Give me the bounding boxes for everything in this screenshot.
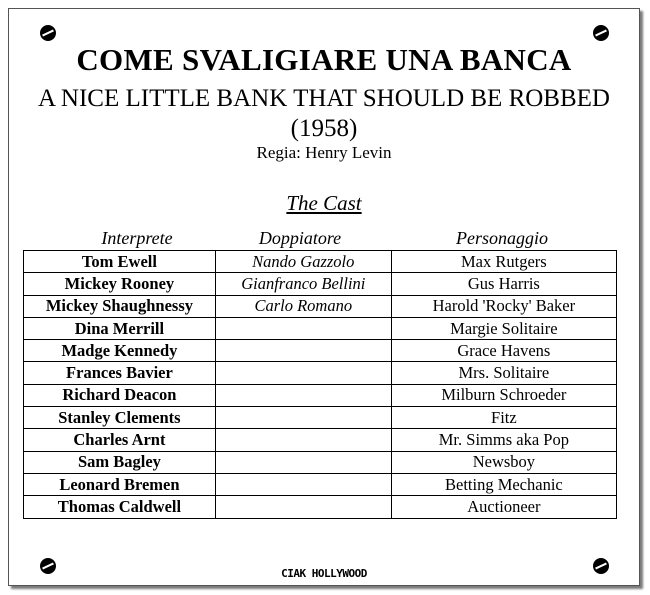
cast-role-cell: Grace Havens (391, 340, 616, 362)
cast-role-cell: Mr. Simms aka Pop (391, 429, 616, 451)
cast-role-cell: Auctioneer (391, 496, 616, 518)
column-header-role: Personaggio (456, 228, 548, 248)
screw-top-right-icon (593, 25, 609, 41)
cast-dubber-cell (215, 496, 391, 518)
table-row (24, 340, 617, 362)
cast-actor-cell: Madge Kennedy (24, 340, 216, 362)
cast-role-cell: Newsboy (391, 451, 616, 473)
cast-actor-cell: Mickey Rooney (24, 273, 216, 295)
cast-dubber-cell (215, 384, 391, 406)
director-credit: Regia: Henry Levin (256, 143, 392, 162)
cast-dubber-cell (215, 451, 391, 473)
table-row (24, 251, 617, 273)
cast-actor-cell: Mickey Shaughnessy (24, 295, 216, 317)
cast-actor-cell: Thomas Caldwell (24, 496, 216, 518)
cast-role-cell: Gus Harris (391, 273, 616, 295)
screw-top-left-icon (40, 25, 56, 41)
plaque (8, 8, 640, 586)
cast-actor-cell: Sam Bagley (24, 451, 216, 473)
table-row (24, 407, 617, 429)
cast-role-cell: Betting Mechanic (391, 473, 616, 495)
cast-dubber-cell (215, 362, 391, 384)
table-row (24, 362, 617, 384)
cast-actor-cell: Leonard Bremen (24, 473, 216, 495)
cast-actor-cell: Tom Ewell (24, 251, 216, 273)
release-year: (1958) (290, 115, 358, 142)
table-row (24, 273, 617, 295)
table-row (24, 317, 617, 339)
cast-actor-cell: Frances Bavier (24, 362, 216, 384)
cast-dubber-cell: Carlo Romano (215, 295, 391, 317)
column-header-dubber: Doppiatore (258, 228, 342, 248)
cast-actor-cell: Stanley Clements (24, 407, 216, 429)
cast-role-cell: Margie Solitaire (391, 317, 616, 339)
table-row (24, 295, 617, 317)
cast-actor-cell: Dina Merrill (24, 317, 216, 339)
cast-role-cell: Milburn Schroeder (391, 384, 616, 406)
table-row (24, 473, 617, 495)
original-title: A NICE LITTLE BANK THAT SHOULD BE ROBBED (38, 85, 610, 112)
cast-dubber-cell (215, 407, 391, 429)
table-row (24, 384, 617, 406)
page-title: COME SVALIGIARE UNA BANCA (76, 42, 572, 77)
column-header-actor: Interprete (101, 228, 173, 248)
cast-dubber-cell: Gianfranco Bellini (215, 273, 391, 295)
cast-table (23, 250, 617, 519)
cast-dubber-cell (215, 317, 391, 339)
cast-heading: The Cast (286, 191, 362, 215)
cast-role-cell: Harold 'Rocky' Baker (391, 295, 616, 317)
cast-dubber-cell (215, 473, 391, 495)
cast-role-cell: Max Rutgers (391, 251, 616, 273)
table-row (24, 451, 617, 473)
table-row (24, 429, 617, 451)
cast-role-cell: Fitz (391, 407, 616, 429)
cast-dubber-cell: Nando Gazzolo (215, 251, 391, 273)
ciak-hollywood-logo: CIAK HOLLYWOOD (281, 567, 367, 580)
cast-actor-cell: Richard Deacon (24, 384, 216, 406)
cast-dubber-cell (215, 429, 391, 451)
cast-actor-cell: Charles Arnt (24, 429, 216, 451)
cast-dubber-cell (215, 340, 391, 362)
table-row (24, 496, 617, 518)
cast-role-cell: Mrs. Solitaire (391, 362, 616, 384)
